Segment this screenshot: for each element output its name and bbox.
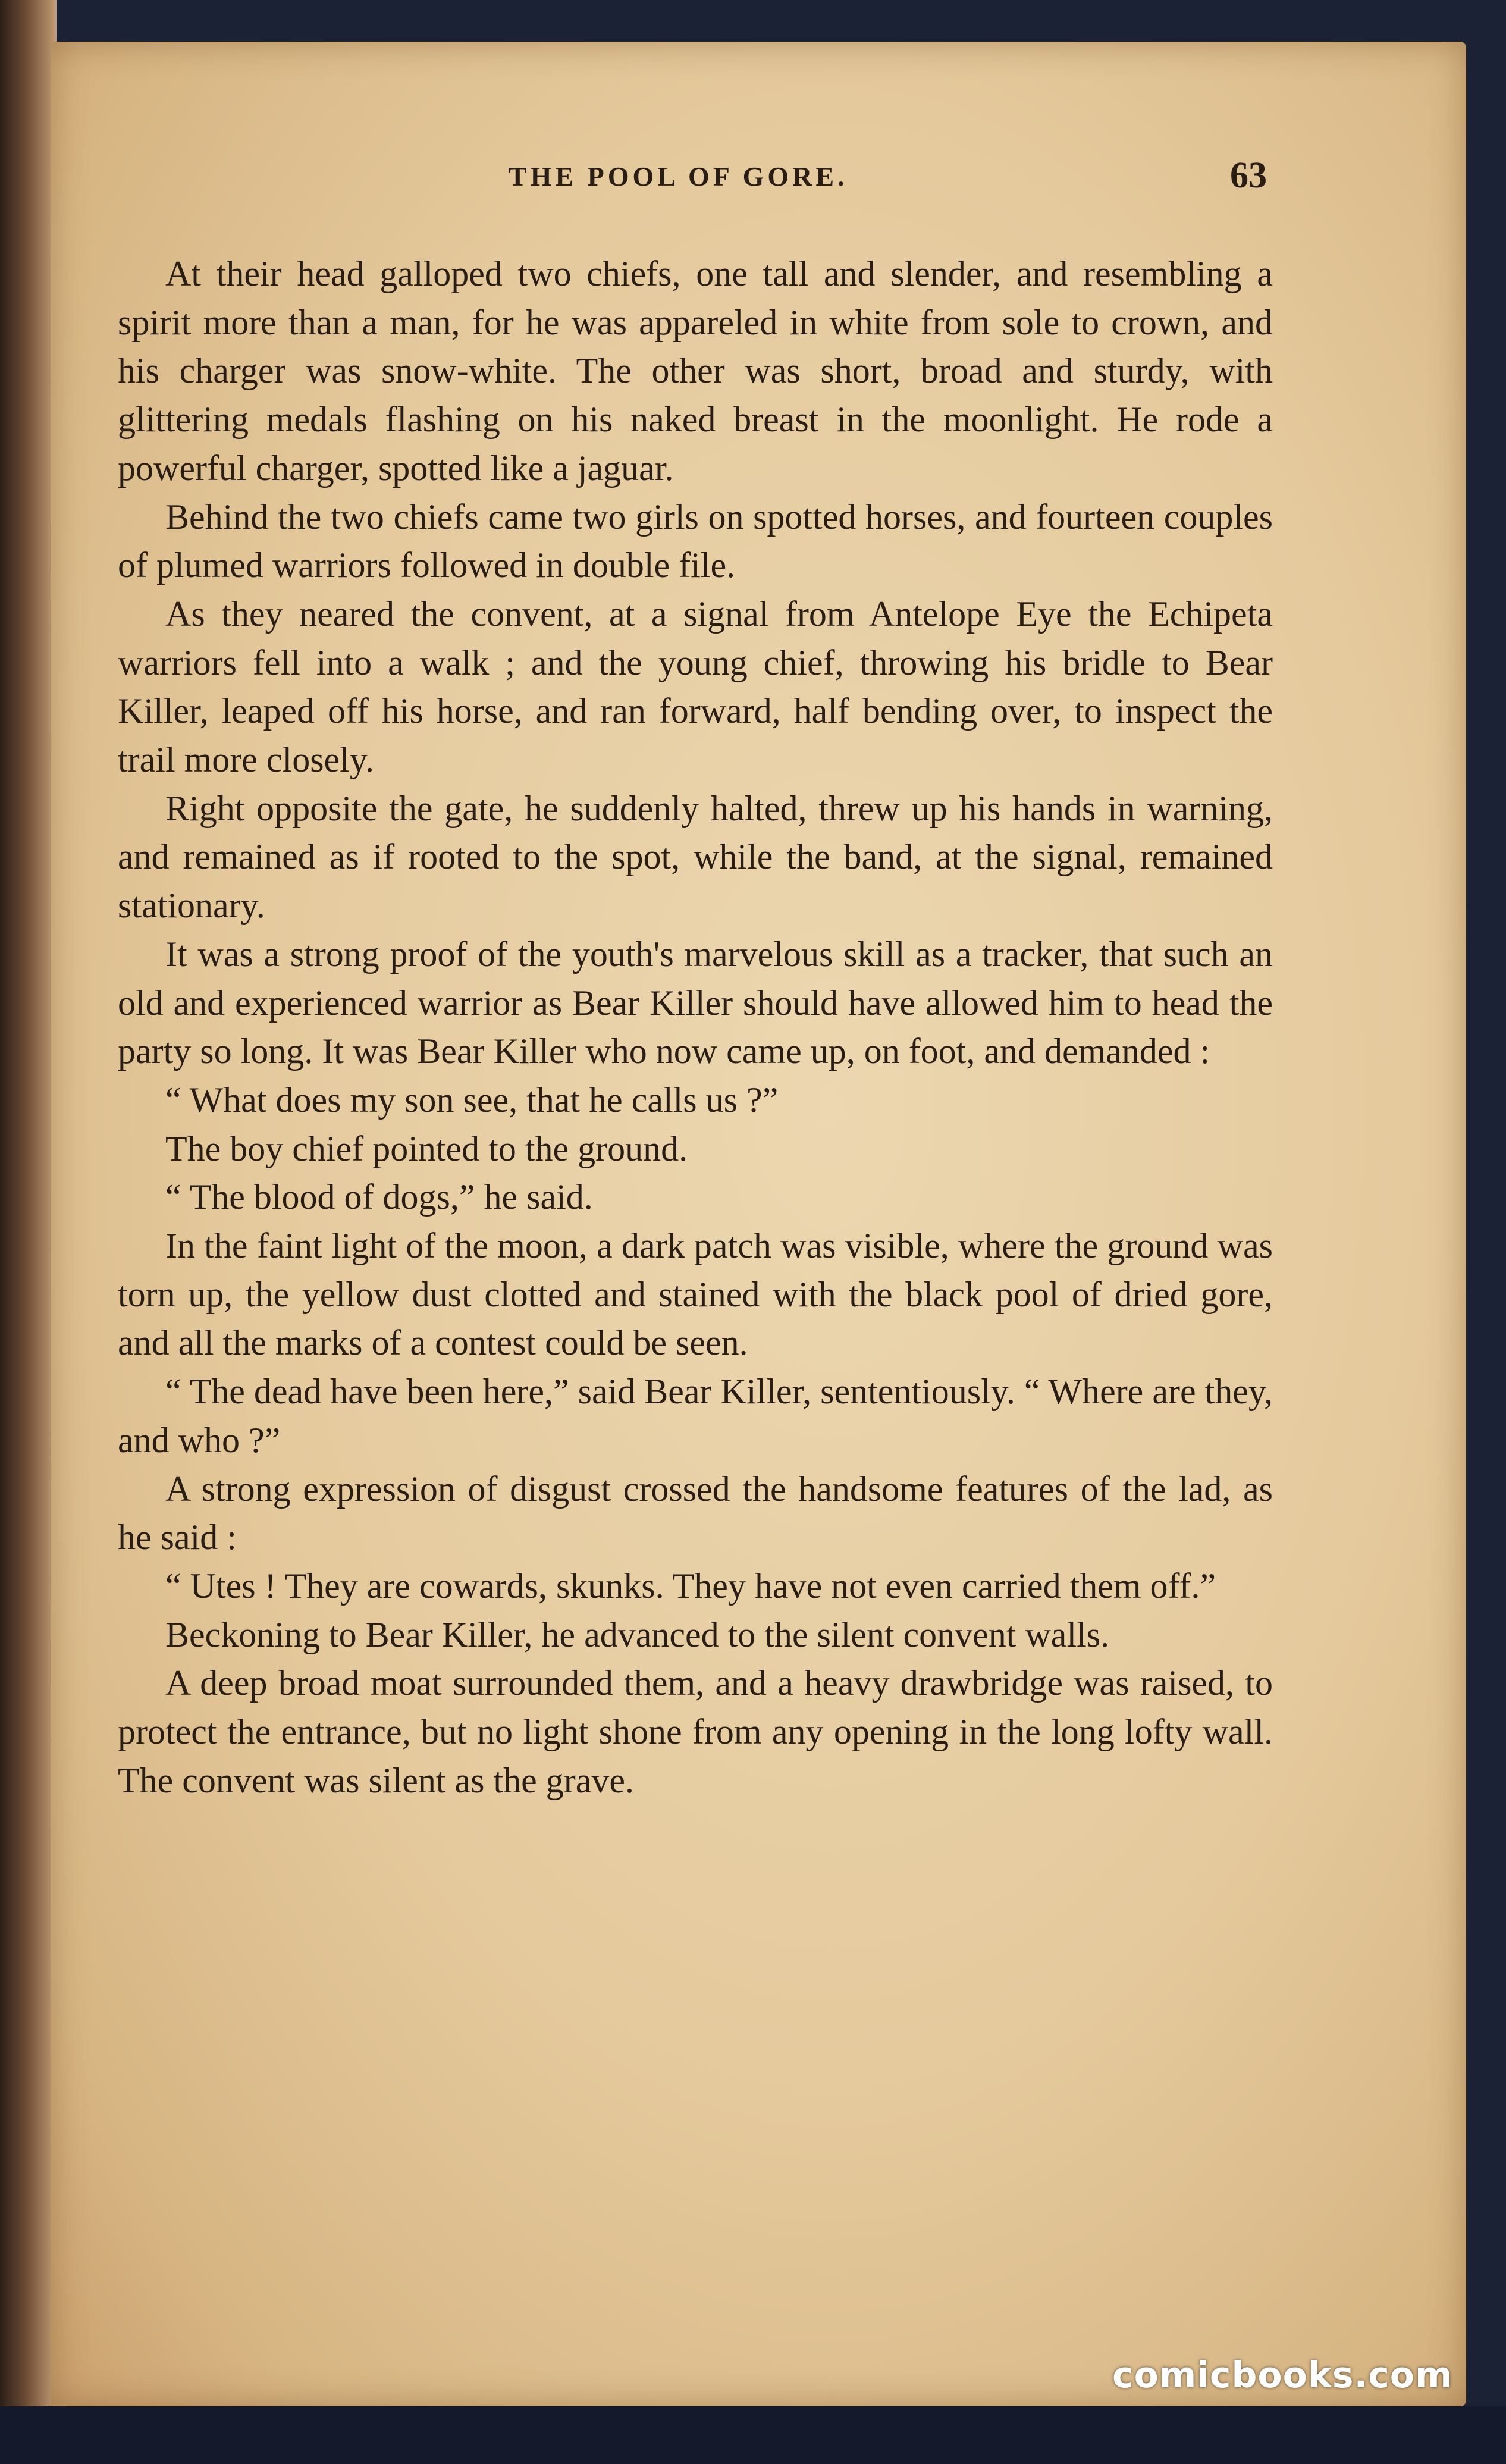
paragraph: A strong expression of disgust crossed the handsome features of the lad, as he said : <box>118 1469 1273 1557</box>
paragraph: “ The dead have been here,” said Bear Killer, sententiously. “ Where are they, and who ?” <box>118 1372 1273 1460</box>
paragraph: It was a strong proof of the youth's marvelous skill as a tracker, that such an old and experienced warrior as Bear Killer should have allowed him to head the party so long. It was Bear Killer who now came up, on foot, and demanded : <box>118 934 1273 1071</box>
paragraph: “ What does my son see, that he calls us ?” <box>165 1080 779 1120</box>
running-head: THE POOL OF GORE. <box>509 161 848 192</box>
paragraph: The boy chief pointed to the ground. <box>165 1128 688 1168</box>
bottom-margin <box>0 2406 1506 2464</box>
book-binding <box>0 0 57 2464</box>
body-text <box>118 250 1273 1805</box>
watermark: comicbooks.com <box>1112 2355 1453 2396</box>
paragraph: Beckoning to Bear Killer, he advanced to the silent convent walls. <box>165 1615 1110 1654</box>
paragraph: “ Utes ! They are cowards, skunks. They have not even carried them off.” <box>165 1566 1216 1606</box>
page-number: 63 <box>1230 155 1267 196</box>
paragraph: A deep broad moat surrounded them, and a heavy drawbridge was raised, to protect the entrance, but no light shone from any opening in the long lofty wall. The convent was silent as the grave. <box>118 1663 1273 1800</box>
paragraph: At their head galloped two chiefs, one tall and slender, and resembling a spirit more than a man, for he was appareled in white from sole to crown, and his charger was snow-white. The other was short, broad and sturdy, with glittering medals flashing on his naked breast in the moonlight. He rode a powerful charger, spotted like a jaguar. <box>118 254 1273 488</box>
paragraph: Right opposite the gate, he suddenly halted, threw up his hands in warning, and remained as if rooted to the spot, while the band, at the signal, remained stationary. <box>118 788 1273 926</box>
paragraph: Behind the two chiefs came two girls on spotted horses, and fourteen couples of plumed warriors followed in double file. <box>118 497 1273 585</box>
paragraph: In the faint light of the moon, a dark patch was visible, where the ground was torn up, the yellow dust clotted and stained with the black pool of dried gore, and all the marks of a contest could be seen. <box>118 1226 1273 1363</box>
paragraph: As they neared the convent, at a signal from Antelope Eye the Echipeta warriors fell into a walk ; and the young chief, throwing his bridle to Bear Killer, leaped off his horse, and ran forward, half bending over, to inspect the trail more closely. <box>118 594 1273 780</box>
paragraph: “ The blood of dogs,” he said. <box>165 1177 593 1217</box>
